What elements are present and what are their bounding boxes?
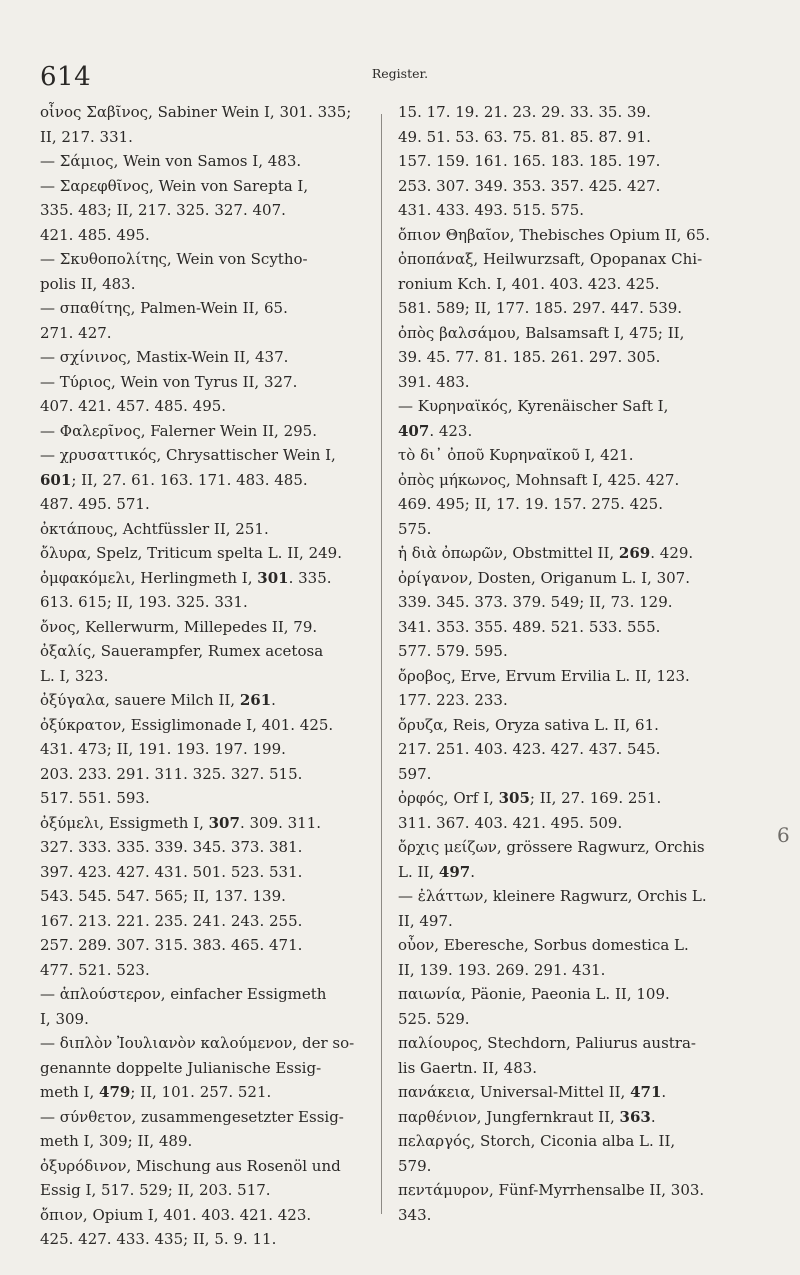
- line-text: ὄνος, Kellerwurm, Millepedes II, 79.: [40, 617, 318, 636]
- line-text: 469. 495; II, 17. 19. 157. 275. 425.: [398, 495, 663, 513]
- line-text: — Κυρηναϊκός, Kyrenäischer Saft I,: [398, 397, 669, 415]
- index-line: [40, 443, 370, 468]
- line-text: 579.: [398, 1156, 432, 1175]
- page-number: 614: [40, 62, 92, 92]
- index-line: [398, 223, 770, 248]
- index-line: [398, 198, 770, 223]
- index-line: [40, 419, 370, 444]
- line-text: ὄλυρα, Spelz, Triticum spelta L. II, 249.: [40, 544, 342, 562]
- line-text: I, 309.: [40, 1009, 89, 1028]
- line-text: ὀπὸς μήκωνος, Mohnsaft I, 425. 427.: [398, 470, 680, 489]
- index-line: [40, 198, 370, 223]
- index-line: [40, 982, 370, 1007]
- index-line: [40, 1227, 370, 1252]
- index-line: [398, 100, 770, 125]
- line-text: meth I, 309; II, 489.: [40, 1132, 193, 1150]
- bold-page-ref: 269: [618, 544, 651, 562]
- line-text: οἶνος Σαβῖνος, Sabiner Wein I, 301. 335;: [40, 103, 352, 121]
- right-column: [398, 100, 770, 1227]
- bold-page-ref: 363: [619, 1107, 651, 1126]
- line-text: 425. 427. 433. 435; II, 5. 9. 11.: [40, 1230, 277, 1248]
- line-text: ὄρυζα, Reis, Oryza sativa L. II, 61.: [398, 715, 659, 734]
- line-text: — χρυσαττικός, Chrysattischer Wein I,: [40, 446, 336, 464]
- index-line: [40, 566, 370, 591]
- index-line: [40, 713, 370, 738]
- line-text: 525. 529.: [398, 1009, 470, 1028]
- line-text: 407. 421. 457. 485. 495.: [40, 397, 227, 415]
- index-line: [398, 517, 770, 542]
- line-text: — Σάμιος, Wein von Samos I, 483.: [40, 152, 302, 170]
- index-line: [398, 713, 770, 738]
- line-text: 311. 367. 403. 421. 495. 509.: [398, 813, 623, 832]
- line-text: ὀξύκρατον, Essiglimonade I, 401. 425.: [40, 715, 334, 734]
- index-line: [40, 1105, 370, 1130]
- index-line: [398, 639, 770, 664]
- line-text: τὸ δι᾽ ὀποῦ Κυρηναϊκοῦ I, 421.: [398, 446, 634, 464]
- line-text: ὀποπάναξ, Heilwurzsaft, Opopanax Chi-: [398, 250, 703, 268]
- line-text: . 429.: [650, 544, 694, 562]
- line-text: L. I, 323.: [40, 666, 109, 685]
- line-text: ἡ διὰ ὀπωρῶν, Obstmittel II,: [398, 544, 619, 562]
- left-column: [40, 100, 370, 1252]
- index-line: [40, 541, 370, 566]
- index-line: [40, 1129, 370, 1154]
- index-line: [398, 958, 770, 983]
- line-text: ὀξαλίς, Sauerampfer, Rumex acetosa: [40, 642, 324, 660]
- index-line: [40, 370, 370, 395]
- line-text: — σπαθίτης, Palmen-Wein II, 65.: [40, 299, 288, 317]
- line-text: 431. 473; II, 191. 193. 197. 199.: [40, 740, 286, 758]
- index-line: [398, 762, 770, 787]
- index-line: [398, 664, 770, 689]
- index-line: [398, 688, 770, 713]
- line-text: genannte doppelte Julianische Essig-: [40, 1058, 322, 1077]
- index-line: [398, 811, 770, 836]
- index-line: [40, 1007, 370, 1032]
- index-line: [40, 909, 370, 934]
- line-text: 581. 589; II, 177. 185. 297. 447. 539.: [398, 299, 683, 317]
- index-line: [40, 1203, 370, 1228]
- line-text: Essig I, 517. 529; II, 203. 517.: [40, 1181, 271, 1199]
- line-text: II, 139. 193. 269. 291. 431.: [398, 960, 606, 979]
- line-text: 421. 485. 495.: [40, 225, 150, 244]
- running-head: Register.: [371, 66, 429, 81]
- line-text: ὀρίγανον, Dosten, Origanum L. I, 307.: [398, 568, 690, 587]
- line-text: 167. 213. 221. 235. 241. 243. 255.: [40, 911, 303, 930]
- line-text: . 335.: [288, 568, 332, 587]
- index-line: [398, 909, 770, 934]
- index-line: [398, 419, 770, 444]
- margin-mark: 6: [777, 823, 790, 847]
- line-text: .: [470, 862, 475, 881]
- index-line: [40, 321, 370, 346]
- index-line: [40, 958, 370, 983]
- index-line: [40, 811, 370, 836]
- line-text: — Τύριος, Wein von Tyrus II, 327.: [40, 372, 298, 391]
- line-text: — Σαρεφθῖνος, Wein von Sarepta I,: [40, 176, 309, 195]
- line-text: lis Gaertn. II, 483.: [398, 1058, 538, 1077]
- line-text: — Φαλερῖνος, Falerner Wein II, 295.: [40, 421, 317, 440]
- line-text: 335. 483; II, 217. 325. 327. 407.: [40, 201, 286, 219]
- index-line: [398, 1007, 770, 1032]
- line-text: 217. 251. 403. 423. 427. 437. 545.: [398, 740, 661, 758]
- line-text: 39. 45. 77. 81. 185. 261. 297. 305.: [398, 348, 661, 366]
- line-text: ὀπὸς βαλσάμου, Balsamsaft I, 475; II,: [398, 323, 685, 342]
- index-line: [398, 247, 770, 272]
- index-line: [40, 762, 370, 787]
- index-line: [398, 1178, 770, 1203]
- line-text: 575.: [398, 519, 432, 538]
- bold-page-ref: 301: [257, 568, 289, 587]
- line-text: 477. 521. 523.: [40, 960, 150, 979]
- index-line: [40, 1080, 370, 1105]
- index-line: [40, 664, 370, 689]
- line-text: 431. 433. 493. 515. 575.: [398, 201, 585, 219]
- index-line: [398, 1056, 770, 1081]
- line-text: 487. 495. 571.: [40, 495, 150, 513]
- index-line: [40, 174, 370, 199]
- index-line: [40, 1178, 370, 1203]
- line-text: — σύνθετον, zusammengesetzter Essig-: [40, 1107, 344, 1126]
- line-text: ὀκτάπους, Achtfüssler II, 251.: [40, 519, 269, 538]
- bold-page-ref: 471: [630, 1083, 662, 1101]
- line-text: 327. 333. 335. 339. 345. 373. 381.: [40, 838, 303, 856]
- index-line: [40, 468, 370, 493]
- line-text: ; II, 27. 169. 251.: [529, 789, 662, 807]
- index-line: [398, 1080, 770, 1105]
- line-text: 397. 423. 427. 431. 501. 523. 531.: [40, 862, 303, 881]
- index-line: [398, 1154, 770, 1179]
- index-line: [398, 174, 770, 199]
- index-line: [398, 786, 770, 811]
- bold-page-ref: 407: [398, 421, 430, 440]
- index-line: [40, 125, 370, 150]
- line-text: — ἁπλούστερον, einfacher Essigmeth: [40, 985, 327, 1003]
- line-text: — ἐλάττων, kleinere Ragwurz, Orchis L.: [398, 887, 707, 905]
- line-text: II, 217. 331.: [40, 127, 133, 146]
- line-text: 613. 615; II, 193. 325. 331.: [40, 593, 248, 611]
- line-text: πελαργός, Storch, Ciconia alba L. II,: [398, 1132, 676, 1150]
- index-line: [40, 786, 370, 811]
- index-line: [398, 370, 770, 395]
- line-text: L. II,: [398, 862, 439, 881]
- line-text: 271. 427.: [40, 323, 112, 342]
- line-text: 203. 233. 291. 311. 325. 327. 515.: [40, 764, 303, 783]
- index-line: [398, 492, 770, 517]
- index-line: [40, 394, 370, 419]
- index-line: [40, 272, 370, 297]
- line-text: — σχίνινος, Mastix-Wein II, 437.: [40, 348, 289, 366]
- index-line: [398, 1105, 770, 1130]
- line-text: ὄρχις μείζων, grössere Ragwurz, Orchis: [398, 838, 705, 856]
- index-line: [40, 345, 370, 370]
- index-line: [398, 590, 770, 615]
- line-text: polis II, 483.: [40, 274, 136, 293]
- line-text: ; II, 101. 257. 521.: [130, 1083, 272, 1101]
- bold-page-ref: 307: [208, 813, 240, 832]
- index-line: [40, 590, 370, 615]
- line-text: ὀρφός, Orf I,: [398, 789, 499, 807]
- index-line: [40, 688, 370, 713]
- index-line: [398, 149, 770, 174]
- index-line: [40, 933, 370, 958]
- line-text: . 423.: [429, 421, 473, 440]
- line-text: παιωνία, Päonie, Paeonia L. II, 109.: [398, 985, 670, 1003]
- line-text: παρθένιον, Jungfernkraut II,: [398, 1107, 620, 1126]
- index-line: [398, 1129, 770, 1154]
- line-text: 341. 353. 355. 489. 521. 533. 555.: [398, 617, 661, 636]
- index-line: [40, 835, 370, 860]
- index-line: [40, 737, 370, 762]
- index-line: [40, 615, 370, 640]
- line-text: 257. 289. 307. 315. 383. 465. 471.: [40, 936, 303, 954]
- line-text: ὄπιον, Opium I, 401. 403. 421. 423.: [40, 1205, 312, 1224]
- index-line: [398, 615, 770, 640]
- line-text: 15. 17. 19. 21. 23. 29. 33. 35. 39.: [398, 103, 651, 121]
- index-line: [398, 272, 770, 297]
- line-text: ὄπιον Θηβαῖον, Thebisches Opium II, 65.: [398, 225, 710, 244]
- bold-page-ref: 261: [239, 691, 272, 709]
- index-line: [40, 492, 370, 517]
- line-text: ronium Kch. I, 401. 403. 423. 425.: [398, 274, 660, 293]
- index-line: [398, 884, 770, 909]
- line-text: 177. 223. 233.: [398, 691, 508, 709]
- index-line: [398, 321, 770, 346]
- bold-page-ref: 305: [498, 789, 530, 807]
- line-text: 49. 51. 53. 63. 75. 81. 85. 87. 91.: [398, 127, 651, 146]
- line-text: 157. 159. 161. 165. 183. 185. 197.: [398, 152, 661, 170]
- line-text: 543. 545. 547. 565; II, 137. 139.: [40, 887, 286, 905]
- bold-page-ref: 601: [40, 470, 72, 489]
- line-text: ὄροβος, Erve, Ervum Ervilia L. II, 123.: [398, 666, 690, 685]
- line-text: 391. 483.: [398, 372, 470, 391]
- line-text: — διπλὸν Ἰουλιανὸν καλούμενον, der so-: [40, 1034, 355, 1052]
- line-text: οὖον, Eberesche, Sorbus domestica L.: [398, 936, 689, 954]
- index-line: [398, 835, 770, 860]
- line-text: παλίουρος, Stechdorn, Paliurus austra-: [398, 1034, 696, 1052]
- index-line: [398, 737, 770, 762]
- index-line: [398, 860, 770, 885]
- index-line: [398, 1203, 770, 1228]
- index-line: [398, 541, 770, 566]
- index-line: [398, 468, 770, 493]
- index-line: [40, 639, 370, 664]
- index-line: [398, 1031, 770, 1056]
- index-line: [398, 296, 770, 321]
- line-text: — Σκυθοπολίτης, Wein von Scytho-: [40, 250, 308, 268]
- index-line: [398, 345, 770, 370]
- index-line: [40, 1056, 370, 1081]
- index-line: [40, 517, 370, 542]
- line-text: πανάκεια, Universal-Mittel II,: [398, 1083, 631, 1101]
- index-line: [398, 443, 770, 468]
- index-line: [40, 100, 370, 125]
- line-text: ὀξυρόδινον, Mischung aus Rosenöl und: [40, 1156, 341, 1175]
- line-text: . 309. 311.: [239, 813, 322, 832]
- index-line: [40, 296, 370, 321]
- line-text: 339. 345. 373. 379. 549; II, 73. 129.: [398, 593, 673, 611]
- bold-page-ref: 479: [99, 1083, 131, 1101]
- line-text: 577. 579. 595.: [398, 642, 508, 660]
- index-line: [40, 1031, 370, 1056]
- index-line: [40, 149, 370, 174]
- line-text: .: [661, 1083, 667, 1101]
- line-text: .: [271, 691, 276, 709]
- index-line: [398, 125, 770, 150]
- index-line: [40, 860, 370, 885]
- line-text: ὀξύγαλα, sauere Milch II,: [40, 691, 240, 709]
- index-line: [40, 223, 370, 248]
- column-rule: [381, 114, 382, 1214]
- line-text: ; II, 27. 61. 163. 171. 483. 485.: [71, 470, 308, 489]
- line-text: 253. 307. 349. 353. 357. 425. 427.: [398, 176, 661, 195]
- index-line: [40, 247, 370, 272]
- index-line: [40, 884, 370, 909]
- index-line: [40, 1154, 370, 1179]
- line-text: ὀξύμελι, Essigmeth I,: [40, 813, 209, 832]
- line-text: 597.: [398, 764, 432, 783]
- index-line: [398, 394, 770, 419]
- line-text: 517. 551. 593.: [40, 789, 150, 807]
- line-text: πεντάμυρον, Fünf-Myrrhensalbe II, 303.: [398, 1181, 705, 1199]
- line-text: II, 497.: [398, 911, 453, 930]
- line-text: meth I,: [40, 1083, 100, 1101]
- line-text: ὀμφακόμελι, Herlingmeth I,: [40, 568, 258, 587]
- bold-page-ref: 497: [438, 862, 471, 881]
- index-line: [398, 982, 770, 1007]
- line-text: .: [650, 1107, 656, 1126]
- index-line: [398, 933, 770, 958]
- line-text: 343.: [398, 1205, 432, 1224]
- index-line: [398, 566, 770, 591]
